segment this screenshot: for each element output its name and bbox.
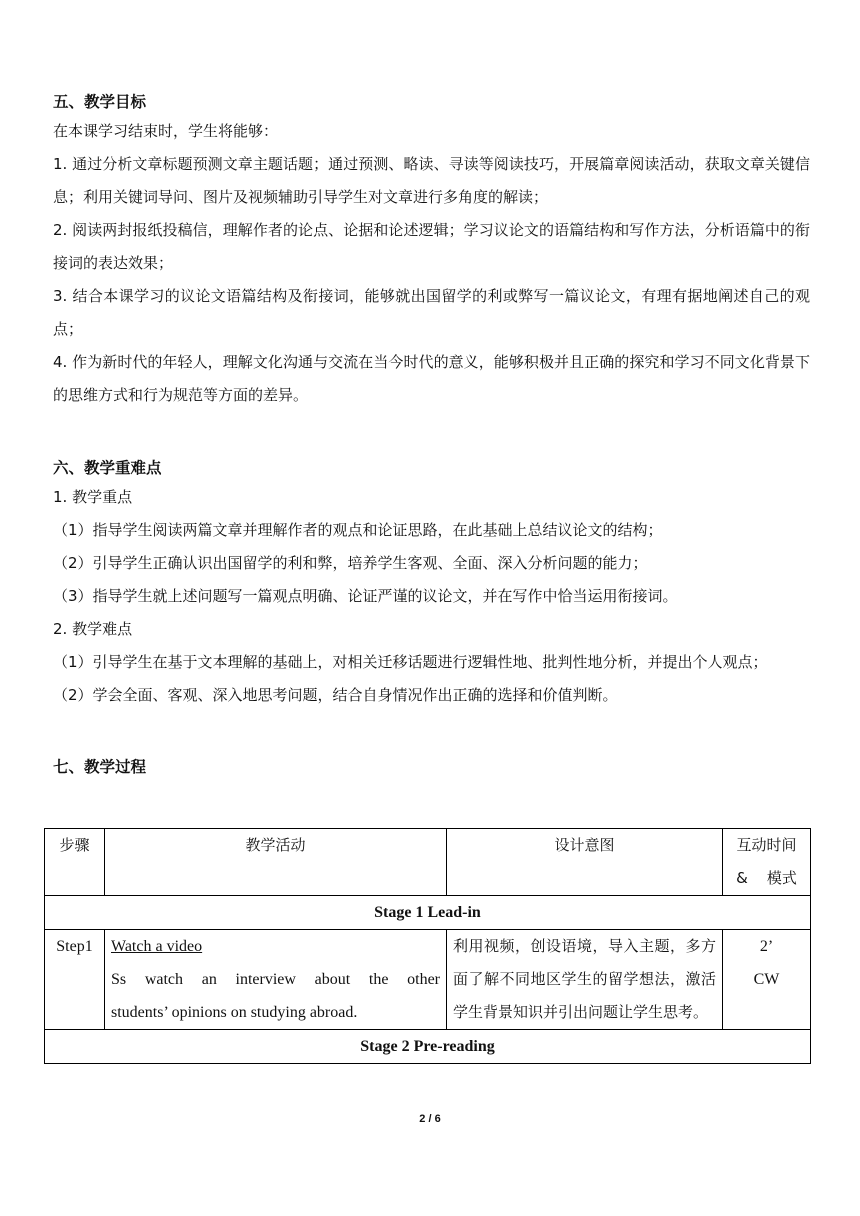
header-activity: 教学活动 xyxy=(105,829,447,896)
header-mode-line1: 互动时间 xyxy=(736,836,797,854)
document-page xyxy=(53,0,810,777)
header-mode-line2: & 模式 xyxy=(736,869,797,887)
objective-item: 4. 作为新时代的年轻人，理解文化沟通与交流在当今时代的意义，能够积极并且正确的探究和学习不同文化背景下的思维方式和行为规范等方面的差异。 xyxy=(53,353,810,404)
activity-line: Ss watch an interview about the other xyxy=(111,971,440,988)
key-point-item: （1）指导学生阅读两篇文章并理解作者的观点和论证思路，在此基础上总结议论文的结构； xyxy=(53,521,663,539)
stage-2-label: Stage 2 Pre-reading xyxy=(45,1030,811,1064)
section-heading-objectives: 五、教学目标 xyxy=(53,93,147,111)
section-heading-key-points: 六、教学重难点 xyxy=(53,459,162,477)
mode-value: CW xyxy=(753,971,780,988)
difficult-points-title: 2. 教学难点 xyxy=(53,620,133,638)
time-value: 2’ xyxy=(759,938,774,955)
objective-item: 3. 结合本课学习的议论文语篇结构及衔接词，能够就出国留学的利或弊写一篇议论文，有理有据地阐述自己的观点； xyxy=(53,287,810,338)
table-row xyxy=(45,930,811,1030)
section-heading-process: 七、教学过程 xyxy=(53,758,147,776)
objectives-intro: 在本课学习结束时，学生将能够： xyxy=(53,122,279,140)
activity-line: students’ opinions on studying abroad. xyxy=(111,1004,358,1021)
intent-cell: 利用视频，创设语境，导入主题，多方面了解不同地区学生的留学想法，激活学生背景知识并引出问题让学生思考。 xyxy=(447,930,723,1030)
stage-row xyxy=(45,896,811,930)
activity-title: Watch a video xyxy=(111,938,203,955)
table-header-row xyxy=(45,829,811,896)
difficult-point-item: （2）学会全面、客观、深入地思考问题，结合自身情况作出正确的选择和价值判断。 xyxy=(53,686,618,704)
page-number: 2 / 6 xyxy=(419,1113,441,1125)
header-step: 步骤 xyxy=(45,829,105,896)
key-point-item: （3）指导学生就上述问题写一篇观点明确、论证严谨的议论文，并在写作中恰当运用衔接词。 xyxy=(53,587,678,605)
teaching-process-table xyxy=(44,828,811,1064)
mode-cell xyxy=(723,930,811,1030)
key-points-title: 1. 教学重点 xyxy=(53,488,133,506)
objective-item: 2. 阅读两封报纸投稿信，理解作者的论点、论据和论述逻辑；学习议论文的语篇结构和写作方法，分析语篇中的衔接词的表达效果； xyxy=(53,221,810,272)
difficult-point-item: （1）引导学生在基于文本理解的基础上，对相关迁移话题进行逻辑性地、批判性地分析，并提出个人观点； xyxy=(53,653,768,671)
header-mode xyxy=(723,829,811,896)
step-cell: Step1 xyxy=(45,930,105,1030)
objective-item: 1. 通过分析文章标题预测文章主题话题；通过预测、略读、寻读等阅读技巧，开展篇章阅读活动，获取文章关键信息；利用关键词导问、图片及视频辅助引导学生对文章进行多角度的解读； xyxy=(53,155,810,206)
activity-cell xyxy=(105,930,447,1030)
stage-1-label: Stage 1 Lead-in xyxy=(45,896,811,930)
stage-row xyxy=(45,1030,811,1064)
key-point-item: （2）引导学生正确认识出国留学的利和弊，培养学生客观、全面、深入分析问题的能力； xyxy=(53,554,648,572)
header-intent: 设计意图 xyxy=(447,829,723,896)
